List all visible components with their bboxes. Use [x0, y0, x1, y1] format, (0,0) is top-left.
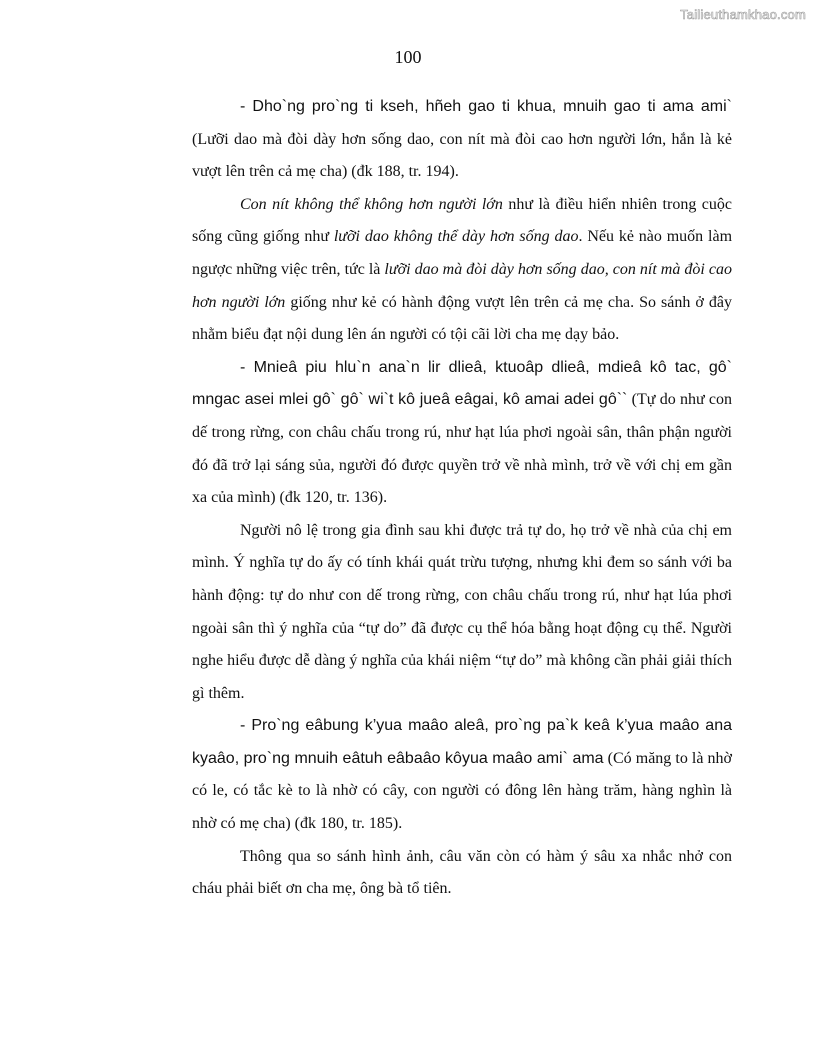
italic-phrase: lưỡi dao không thể dày hơn sống dao [333, 228, 579, 246]
ede-proverb-text: - Mnieâ piu hlu`n ana`n lir dlieâ, ktuoâp dlieâ, mdieâ kô tac, gô` mngac asei mlei gô` gô` wi`t kô jueâ eâgai, kô amai adei gô`` [192, 358, 732, 409]
paragraph-analysis-2 [192, 515, 732, 711]
paragraph-analysis-1 [192, 189, 732, 352]
paragraph-proverb-2 [192, 352, 732, 515]
paragraph-analysis-3 [192, 841, 732, 906]
vietnamese-translation: (Lưỡi dao mà đòi dày hơn sống dao, con nít mà đòi cao hơn người lớn, hắn là kẻ vượt lên trên cả mẹ cha) (đk 188, tr. 194). [192, 130, 732, 181]
body-text: giống như kẻ có hành động vượt lên trên cả mẹ cha. So sánh ở đây nhằm biểu đạt nội dung lên án người có tội cãi lời cha mẹ dạy bảo. [192, 293, 733, 344]
vietnamese-translation: (Có măng to là nhờ có le, có tắc kè to là nhờ có cây, con người có đông lên hàng trăm, hàng nghìn là nhờ có mẹ cha) (đk 180, tr. 185). [192, 749, 732, 833]
body-text: Người nô lệ trong gia đình sau khi được trả tự do, họ trở về nhà của chị em mình. Ý nghĩa tự do ấy có tính khái quát trừu tượng, nhưng khi đem so sánh với ba hành động: tự do như con dế trong rừng, con châu chấu trong rú, như hạt lúa phơi ngoài sân thì ý nghĩa của “tự do” đã được cụ thể hóa bằng hoạt động cụ thể. Người nghe hiểu được dễ dàng ý nghĩa của khái niệm “tự do” mà không cần phải giải thích gì thêm. [192, 521, 732, 702]
body-text: như là điều hiển nhiên trong cuộc sống cũng giống như [192, 195, 733, 246]
page-number: 100 [394, 47, 422, 67]
italic-phrase: lưỡi dao mà đòi dày hơn sống dao, con nít mà đòi cao hơn người lớn [192, 260, 732, 311]
ede-proverb-text: - Pro`ng eâbung k’yua maâo aleâ, pro`ng pa`k keâ k’yua maâo ana kyaâo, pro`ng mnuih eâtuh eâbaâo kôyua maâo ami` ama [192, 717, 732, 767]
vietnamese-translation: (Tự do như con dế trong rừng, con châu chấu trong rú, như hạt lúa phơi ngoài sân, thân phận người đó đã trở lại sáng sủa, người đó được quyền trở về nhà mình, trở về với chị em gần xa của mình) (đk 120, tr. 136). [192, 391, 732, 507]
body-text: Thông qua so sánh hình ảnh, câu văn còn có hàm ý sâu xa nhắc nhở con cháu phải biết ơn cha mẹ, ông bà tổ tiên. [192, 847, 732, 898]
italic-phrase: Con nít không thể không hơn người lớn [240, 195, 503, 213]
body-text: . Nếu kẻ nào muốn làm ngược những việc trên, tức là [192, 228, 733, 278]
watermark: Tailieuthamkhao.com [680, 7, 806, 22]
paragraph-proverb-3 [192, 710, 732, 840]
paragraph-proverb-1 [192, 91, 732, 189]
ede-proverb-text: - Dho`ng pro`ng ti kseh, hñeh gao ti khua, mnuih gao ti ama ami` [240, 98, 732, 115]
page-body [192, 91, 732, 906]
